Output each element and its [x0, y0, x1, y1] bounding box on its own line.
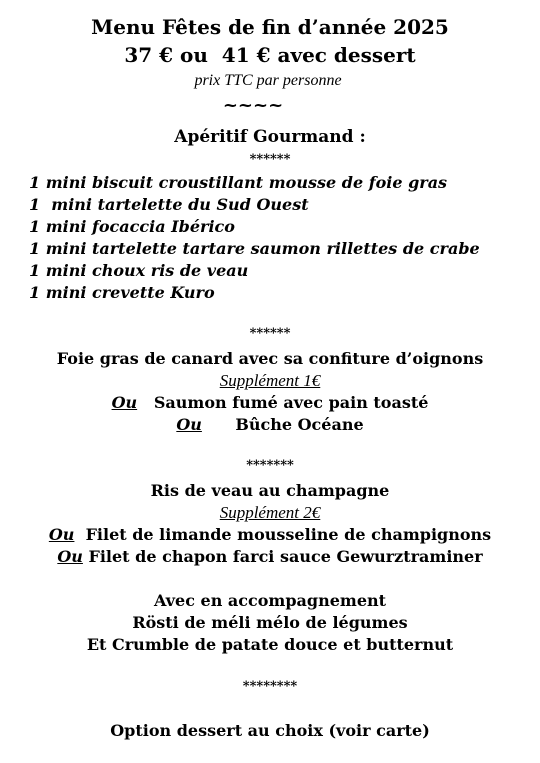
plat-option-2-line — [0, 527, 540, 543]
entree-option-1: Foie gras de canard avec sa confiture d’oignons — [56, 349, 484, 368]
aperitif-item: 1 mini crevette Kuro — [29, 283, 215, 302]
plat-supplement: Supplément 2€ — [219, 503, 321, 522]
entree-supplement: Supplément 1€ — [219, 371, 321, 390]
or-word: Ou — [111, 393, 138, 412]
or-word: Ou — [48, 525, 75, 544]
dessert-separator: ******** — [242, 679, 298, 694]
entree-option-3: Bûche Océane — [235, 415, 364, 434]
or-word: Ou — [57, 547, 83, 566]
header-separator: ~~~~ — [222, 95, 284, 116]
price-note: prix TTC par personne — [194, 72, 342, 89]
plat-option-3-line — [0, 549, 540, 565]
plat-option-2: Filet de limande mousseline de champignons — [85, 525, 492, 544]
entree-option-2-line — [0, 395, 540, 411]
aperitif-item: 1 mini biscuit croustillant mousse de foie gras — [29, 173, 448, 192]
aperitif-item: 1 mini tartelette du Sud Ouest — [29, 195, 309, 214]
menu-title: Menu Fêtes de fin d’année 2025 — [91, 15, 449, 39]
dessert-option: Option dessert au choix (voir carte) — [110, 721, 430, 740]
plat-separator: ******* — [246, 458, 294, 473]
accompagnement-line-2: Rösti de méli mélo de légumes — [132, 613, 408, 632]
entree-option-2: Saumon fumé avec pain toasté — [153, 393, 429, 412]
aperitif-item: 1 mini choux ris de veau — [29, 261, 249, 280]
price-line: 37 € ou 41 € avec dessert — [124, 43, 416, 67]
or-word: Ou — [176, 415, 202, 434]
plat-option-1: Ris de veau au champagne — [150, 481, 390, 500]
accompagnement-line-1: Avec en accompagnement — [153, 591, 387, 610]
aperitif-item: 1 mini focaccia Ibérico — [29, 217, 235, 236]
plat-option-3: Filet de chapon farci sauce Gewurztraminer — [88, 547, 483, 566]
aperitif-item: 1 mini tartelette tartare saumon rillettes de crabe — [29, 239, 480, 258]
aperitif-heading: Apéritif Gourmand : — [174, 127, 366, 147]
entree-option-3-line — [0, 417, 540, 433]
aperitif-separator: ****** — [249, 152, 291, 167]
entree-separator: ****** — [249, 326, 291, 341]
accompagnement-line-3: Et Crumble de patate douce et butternut — [86, 635, 454, 654]
